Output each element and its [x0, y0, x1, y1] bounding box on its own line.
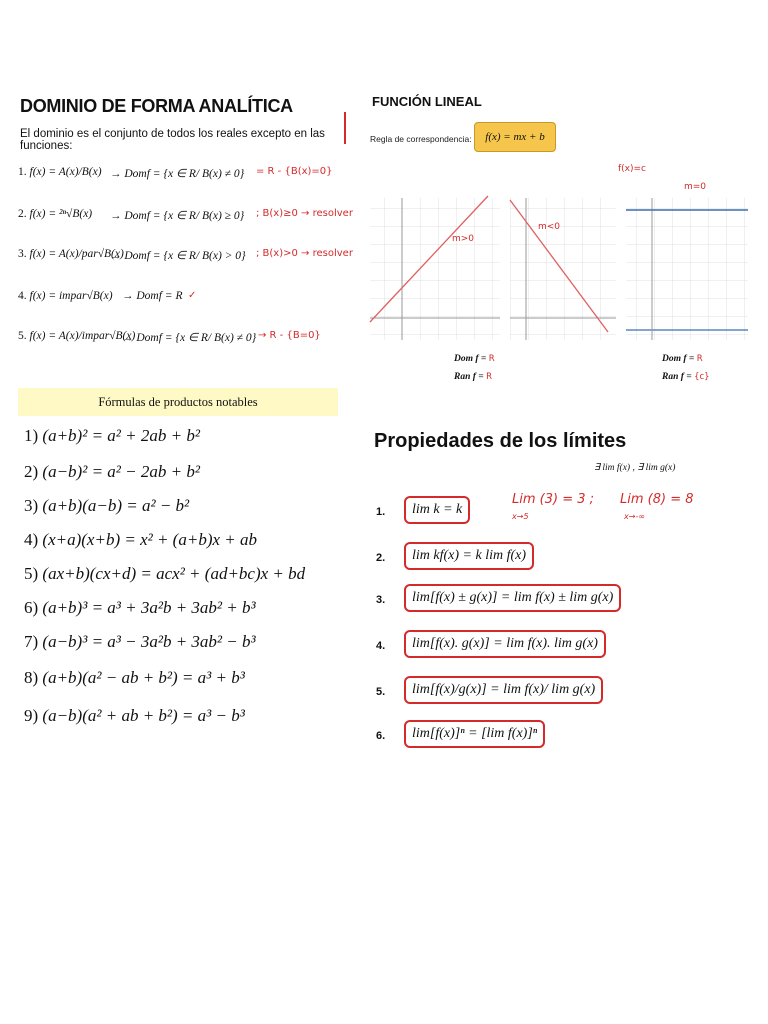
limites-existence-note: ∃ lim f(x) , ∃ lim g(x)	[594, 463, 676, 473]
dom-left: Dom f = R	[454, 354, 495, 364]
dominio-title: DOMINIO DE FORMA ANALÍTICA	[20, 96, 293, 116]
row-number: 1.	[18, 166, 27, 178]
formula-box: f(x) = mx + b	[474, 122, 556, 152]
hand-note: ✓	[188, 290, 197, 301]
function-def: f(x) = A(x)/par√B(x)	[29, 248, 124, 260]
limit-expression-box: lim k = k	[404, 496, 470, 524]
limit-expression-box: lim[f(x) ± g(x)] = lim f(x) ± lim g(x)	[404, 584, 621, 612]
row-number: 2.	[18, 208, 27, 220]
propiedades-limites-panel: Propiedades de los límites ∃ lim f(x) , ∃ lim g(x) 1. lim k = k Lim (3) = 3 ; x→5 Lim (8) = 8 x→-∞ 2. lim kf(x) = k lim f(x) 3. lim[f(x) ± g(x)] = lim f(x) ± lim g(x) 4. lim[f(x). g(x)] = lim f(x). lim g(x) 5. lim[f(x)/g(x)] = lim f(x)/ lim g(x) 6. lim[f(x)]ⁿ = [lim f(x)]ⁿ	[366, 428, 756, 758]
graph-1-grid	[370, 198, 500, 340]
productos-notables-panel	[14, 388, 338, 748]
notable-row: 6) (a+b)³ = a³ + 3a²b + 3ab² + b³	[24, 598, 256, 617]
lineal-title: FUNCIÓN LINEAL	[372, 94, 482, 109]
notables-header: Fórmulas de productos notables	[18, 388, 338, 416]
notable-row: 4) (x+a)(x+b) = x² + (a+b)x + ab	[24, 530, 257, 549]
notable-row: 1) (a+b)² = a² + 2ab + b²	[24, 426, 200, 445]
notable-row: 9) (a−b)(a² + ab + b²) = a³ − b³	[24, 706, 245, 725]
dominio-row	[18, 330, 321, 344]
function-def: f(x) = impar√B(x)	[29, 290, 113, 302]
notable-row: 7) (a−b)³ = a³ − 3a²b + 3ab² − b³	[24, 632, 256, 651]
notable-row: 8) (a+b)(a² − ab + b²) = a³ + b³	[24, 668, 245, 687]
dominio-row	[18, 166, 333, 180]
notable-row: 3) (a+b)(a−b) = a² − b²	[24, 496, 190, 515]
hand-note: = R - {B(x)=0}	[256, 166, 333, 177]
hand-note-lim-3-sub: x→5	[512, 512, 529, 521]
ran-right: Ran f = {c}	[662, 372, 710, 382]
row-number: 3.	[18, 248, 27, 260]
dominio-row	[18, 248, 353, 262]
limit-expression-box: lim kf(x) = k lim f(x)	[404, 542, 534, 570]
hand-note-lim-3: Lim (3) = 3 ;	[512, 492, 595, 507]
limit-expression-box: lim[f(x)]ⁿ = [lim f(x)]ⁿ	[404, 720, 545, 748]
domain-rule: → Domf = {x ∈ R/ B(x) ≥ 0}	[110, 210, 245, 222]
function-def: f(x) = A(x)/B(x)	[29, 166, 102, 178]
dominio-row	[18, 208, 353, 222]
limit-expression-box: lim[f(x). g(x)] = lim f(x). lim g(x)	[404, 630, 606, 658]
note-m-negative: m<0	[538, 222, 561, 232]
graph-3-grid	[626, 198, 748, 340]
dominio-panel	[14, 90, 353, 360]
domain-rule: → Domf = {x ∈ R/ B(x) ≠ 0}	[110, 168, 245, 180]
hand-note: → R - {B=0}	[258, 330, 321, 341]
function-def: f(x) = A(x)/impar√B(x)	[29, 330, 136, 342]
domain-rule: → Domf = R	[122, 290, 183, 302]
ran-left: Ran f = R	[454, 372, 492, 382]
row-number: 4.	[18, 290, 27, 302]
regla-label: Regla de correspondencia:	[370, 134, 472, 144]
limites-title: Propiedades de los límites	[374, 430, 627, 452]
note-fx-c: f(x)=c	[618, 164, 647, 174]
notable-row: 5) (ax+b)(cx+d) = acx² + (ad+bc)x + bd	[24, 564, 306, 583]
funcion-lineal-panel	[366, 90, 756, 386]
note-m-positive: m>0	[452, 234, 475, 244]
dom-right: Dom f = R	[662, 354, 703, 364]
linear-graphs	[366, 190, 756, 350]
dominio-row	[18, 290, 197, 302]
domain-rule: → Domf = {x ∈ R/ B(x) ≠ 0}	[122, 332, 257, 344]
domain-rule: → Domf = {x ∈ R/ B(x) > 0}	[110, 250, 246, 262]
limit-expression-box: lim[f(x)/g(x)] = lim f(x)/ lim g(x)	[404, 676, 603, 704]
hand-note: ; B(x)≥0 → resolver	[256, 208, 353, 219]
dominio-subtitle: El dominio es el conjunto de todos los reales excepto en las funciones:	[20, 128, 325, 152]
note-m-zero: m=0	[684, 182, 707, 192]
hand-note: ; B(x)>0 → resolver	[256, 248, 353, 259]
hand-note-lim-8-sub: x→-∞	[624, 512, 645, 521]
hand-note-lim-8: Lim (8) = 8	[620, 492, 694, 507]
notable-row: 2) (a−b)² = a² − 2ab + b²	[24, 462, 200, 481]
row-number: 5.	[18, 330, 27, 342]
function-def: f(x) = ²ⁿ√B(x)	[29, 208, 93, 220]
